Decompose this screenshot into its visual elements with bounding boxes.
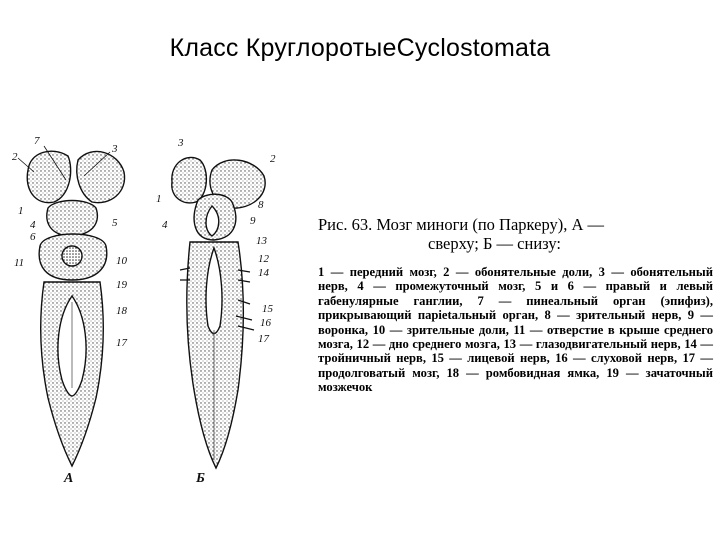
caption-title [318, 215, 713, 253]
label-a-4: 4 [30, 219, 36, 231]
label-b-17: 17 [258, 333, 269, 345]
label-a-17: 17 [116, 337, 127, 349]
label-b-16: 16 [260, 317, 271, 329]
caption-title-line2: сверху; Б — снизу: [428, 234, 561, 253]
label-a-5: 5 [112, 217, 118, 229]
label-a-2: 2 [12, 151, 18, 163]
label-a-7: 7 [34, 135, 40, 147]
slide-title: Класс КруглоротыеCyclostomata [169, 34, 551, 62]
label-b-9: 9 [250, 215, 256, 227]
label-b-1: 1 [156, 193, 162, 205]
panel-a-label: A [64, 471, 74, 486]
label-b-15: 15 [262, 303, 273, 315]
label-a-19: 19 [116, 279, 127, 291]
label-b-2: 2 [270, 153, 276, 165]
label-b-14: 14 [258, 267, 269, 279]
caption-title-line1: Рис. 63. Мозг миноги (по Паркеру), А — [318, 215, 605, 234]
brain-panel-b [172, 157, 265, 468]
label-a-10: 10 [116, 255, 127, 267]
label-b-13: 13 [256, 235, 267, 247]
olfactory-lobe-left-b [172, 157, 207, 202]
olfactory-lobe-right [77, 151, 125, 202]
midbrain-opening [62, 246, 82, 266]
label-b-3: 3 [178, 137, 184, 149]
label-a-1: 1 [18, 205, 24, 217]
label-b-4: 4 [162, 219, 168, 231]
label-a-6: 6 [30, 231, 36, 243]
label-b-12: 12 [258, 253, 269, 265]
label-a-3: 3 [112, 143, 118, 155]
brain-illustration [0, 130, 300, 490]
label-b-8: 8 [258, 199, 264, 211]
diencephalon [47, 201, 98, 237]
caption-body: 1 — передний мозг, 2 — обонятельные доли, 3 — обонятельный нерв, 4 — промежуточный мозг, 5 и 6 — правый и левый габенулярные ганглии, 7 — пинеальный орган (эпифиз), прикрывающий парietальный орган, 8 — зрительный нерв, 9 — воронка, 10 — зрительные доли, 11 — отверстие в крыше среднего мозга, 12 — дно среднего мозга, 13 — глазодвигательный нерв, 14 — тройничный нерв, 15 — лицевой нерв, 16 — слуховой нерв, 17 — продолговатый мозг, 18 — ромбовидная ямка, 19 — зачаточный мозжечок [318, 265, 713, 395]
panel-b-label: Б [196, 471, 205, 486]
lamprey-brain-drawing [0, 130, 300, 490]
label-a-18: 18 [116, 305, 127, 317]
brain-panel-a [27, 151, 124, 466]
label-a-11: 11 [14, 257, 25, 269]
figure-caption [318, 215, 713, 395]
